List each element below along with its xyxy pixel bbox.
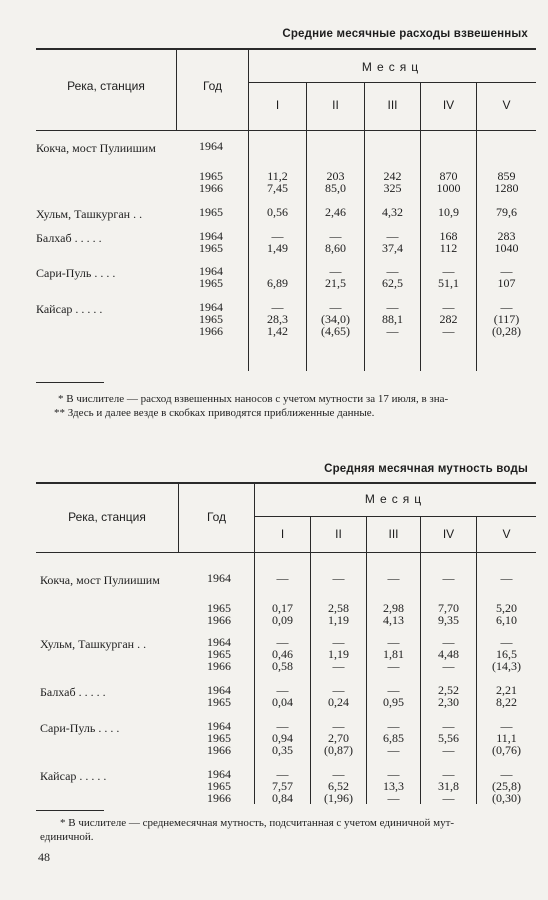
table1-month-rule	[248, 82, 536, 83]
table1-value-cell: 203	[326, 169, 345, 183]
table1-value-cell: 1,49	[267, 241, 288, 255]
table2-value-cell: —	[500, 767, 513, 781]
table1-value-cell: 107	[497, 276, 516, 290]
table2-value-cell: 6,10	[496, 613, 517, 627]
table1-value-cell: (34,0)	[321, 312, 350, 326]
table2-value-cell: —	[332, 683, 345, 697]
table2-value-cell: 0,24	[328, 695, 349, 709]
table2-value-cell: —	[332, 767, 345, 781]
table1-value-cell: 10,9	[438, 205, 459, 219]
table2-value-cell: 5,20	[496, 601, 517, 615]
table2-value-cell: —	[387, 659, 400, 673]
table2-value-cell: —	[442, 635, 455, 649]
table2-value-cell: —	[442, 743, 455, 757]
page-number: 48	[38, 850, 50, 864]
table2-value-cell: —	[442, 659, 455, 673]
table1-month-group-header: Месяц	[361, 60, 424, 74]
table2-value-cell: —	[500, 635, 513, 649]
table1-river-header: Река, станция	[67, 79, 145, 93]
table1-value-cell: —	[329, 264, 342, 278]
table1-month-header-1: I	[275, 98, 280, 112]
table1-value-cell: 51,1	[438, 276, 459, 290]
table2-year-cell: 1965	[207, 731, 231, 745]
table1-year-cell: 1965	[199, 169, 223, 183]
table1-year-header: Год	[202, 79, 223, 93]
table1-value-cell: —	[500, 264, 513, 278]
table1-value-cell: —	[442, 324, 455, 338]
table1-value-cell: —	[271, 229, 284, 243]
table2-year-cell: 1966	[207, 659, 231, 673]
table1-year-cell: 1964	[199, 229, 223, 243]
table2-footnote: * В числителе — среднемесячная мутность, подсчитанная с учетом единичной мут-	[60, 817, 455, 829]
table1-month-header-2: II	[332, 98, 339, 112]
table2-year-cell: 1965	[207, 779, 231, 793]
table2-value-cell: (25,8)	[492, 779, 521, 793]
table2-month-header-1: I	[280, 527, 285, 541]
table2-value-cell: 4,48	[438, 647, 459, 661]
table1-month-header-5: V	[502, 98, 511, 112]
table2-value-cell: 8,22	[496, 695, 517, 709]
table2-river-name: Балхаб . . . . .	[40, 685, 106, 699]
table1-value-cell: 283	[497, 229, 516, 243]
table2-value-cell: 4,13	[383, 613, 404, 627]
table1-value-cell: 282	[439, 312, 458, 326]
table1-year-cell: 1965	[199, 205, 223, 219]
table2-value-cell: (0,30)	[492, 791, 521, 805]
table2-value-cell: 0,35	[272, 743, 293, 757]
table2-year-cell: 1966	[207, 613, 231, 627]
table2-value-cell: 2,30	[438, 695, 459, 709]
table2-value-cell: 31,8	[438, 779, 459, 793]
table1-value-cell: 870	[439, 169, 458, 183]
table1-value-cell: —	[386, 264, 399, 278]
table1-title: Средние месячные расходы взвешенных	[282, 28, 528, 40]
table2-river-header: Река, станция	[68, 510, 146, 524]
table1-year-cell: 1965	[199, 276, 223, 290]
table2-top-rule	[36, 482, 536, 484]
table1-value-cell: (4,65)	[321, 324, 350, 338]
table2-value-cell: 13,3	[383, 779, 404, 793]
table2-value-cell: 0,94	[272, 731, 293, 745]
table2-header-rule	[36, 552, 536, 553]
table1-value-cell: 325	[383, 181, 402, 195]
table1-year-cell: 1964	[199, 139, 223, 153]
table2-value-cell: —	[332, 719, 345, 733]
table2-value-cell: (1,96)	[324, 791, 353, 805]
table1-month-header-3: III	[387, 98, 398, 112]
table2-value-cell: 6,85	[383, 731, 404, 745]
table2-value-cell: 9,35	[438, 613, 459, 627]
table2-month-header-2: II	[335, 527, 342, 541]
table2-value-cell: —	[500, 571, 513, 585]
table2-value-cell: (14,3)	[492, 659, 521, 673]
table1-value-cell: 1040	[494, 241, 519, 255]
table2-value-cell: 2,98	[383, 601, 404, 615]
table1-month-header-4: IV	[442, 98, 455, 112]
table1-river-name: Кокча, мост Пулиишим	[36, 141, 156, 155]
table2-value-cell: —	[276, 571, 289, 585]
table2-value-cell: 2,58	[328, 601, 349, 615]
table1-value-cell: —	[329, 300, 342, 314]
table2-value-cell: —	[387, 743, 400, 757]
table1-value-cell: 85,0	[325, 181, 346, 195]
table2-value-cell: 5,56	[438, 731, 459, 745]
table1-footnote-rule	[36, 382, 104, 383]
table1-footnote: ** Здесь и далее везде в скобках приводятся приближенные данные.	[54, 407, 375, 419]
table1-value-cell: —	[386, 324, 399, 338]
table1-river-name: Кайсар . . . . .	[36, 302, 103, 316]
table2-year-header: Год	[206, 510, 227, 524]
table1-value-cell: —	[386, 229, 399, 243]
table2-month-header-3: III	[388, 527, 399, 541]
table2-value-cell: —	[332, 635, 345, 649]
table2-value-cell: 1,19	[328, 647, 349, 661]
table2-value-cell: —	[442, 791, 455, 805]
table2-value-cell: 6,52	[328, 779, 349, 793]
table2-footnote: единичной.	[40, 831, 94, 843]
table1-year-cell: 1965	[199, 241, 223, 255]
table1-value-cell: 0,56	[267, 205, 288, 219]
table1-value-cell: —	[329, 229, 342, 243]
table1-value-cell: —	[442, 300, 455, 314]
table1-year-cell: 1966	[199, 324, 223, 338]
table2-value-cell: —	[276, 719, 289, 733]
table2-value-cell: —	[442, 719, 455, 733]
table2-month-header-4: IV	[442, 527, 455, 541]
table2-value-cell: —	[332, 571, 345, 585]
table1-value-cell: 21,5	[325, 276, 346, 290]
table2-month-header-5: V	[502, 527, 511, 541]
table1-value-cell: 8,60	[325, 241, 346, 255]
table1-value-cell: 112	[439, 241, 458, 255]
table2-value-cell: 0,58	[272, 659, 293, 673]
table2-value-cell: 2,52	[438, 683, 459, 697]
table2-year-cell: 1966	[207, 743, 231, 757]
table1-value-cell: (117)	[493, 312, 520, 326]
table1-river-name: Сари-Пуль . . . .	[36, 266, 116, 280]
table1-value-cell: 4,32	[382, 205, 403, 219]
table2-month-group-header: Месяц	[364, 492, 427, 506]
table2-year-cell: 1964	[207, 571, 231, 585]
table1-top-rule	[36, 48, 536, 50]
table2-value-cell: —	[500, 719, 513, 733]
table2-value-cell: 0,09	[272, 613, 293, 627]
table1-value-cell: 242	[383, 169, 402, 183]
table2-value-cell: —	[332, 659, 345, 673]
table2-value-cell: 7,70	[438, 601, 459, 615]
table2-river-name: Хульм, Ташкурган . .	[40, 637, 147, 651]
table1-value-cell: —	[442, 264, 455, 278]
table2-footnote-rule	[36, 810, 104, 811]
table1-value-cell: —	[386, 300, 399, 314]
table2-value-cell: 0,17	[272, 601, 293, 615]
table1-value-cell: —	[271, 300, 284, 314]
table2-value-cell: (0,87)	[324, 743, 353, 757]
table2-year-cell: 1964	[207, 767, 231, 781]
table2-year-cell: 1965	[207, 601, 231, 615]
table1-value-cell: 2,46	[325, 205, 346, 219]
table2-year-cell: 1964	[207, 719, 231, 733]
table2-month-rule	[254, 516, 536, 517]
table1-year-cell: 1965	[199, 312, 223, 326]
table1-value-cell: 11,2	[267, 169, 288, 183]
table2-title: Средняя месячная мутность воды	[324, 463, 528, 475]
table2-value-cell: —	[276, 635, 289, 649]
table2-value-cell: 16,5	[496, 647, 517, 661]
table2-value-cell: (0,76)	[492, 743, 521, 757]
table2-value-cell: 7,57	[272, 779, 293, 793]
table2-year-cell: 1966	[207, 791, 231, 805]
table2-value-cell: 0,84	[272, 791, 293, 805]
table1-value-cell: 7,45	[267, 181, 288, 195]
table1-value-cell: 1280	[494, 181, 519, 195]
table1-river-name: Хульм, Ташкурган . .	[36, 207, 143, 221]
table2-value-cell: 0,95	[383, 695, 404, 709]
table2-value-cell: —	[387, 767, 400, 781]
table2-value-cell: 2,70	[328, 731, 349, 745]
table2-value-cell: —	[276, 683, 289, 697]
table1-value-cell: 88,1	[382, 312, 403, 326]
table1-year-cell: 1964	[199, 264, 223, 278]
table2-year-cell: 1964	[207, 683, 231, 697]
table1-value-cell: 37,4	[382, 241, 403, 255]
table2-river-name: Сари-Пуль . . . .	[40, 721, 120, 735]
table1-year-cell: 1964	[199, 300, 223, 314]
table2-value-cell: —	[387, 635, 400, 649]
table1-value-cell: 62,5	[382, 276, 403, 290]
table2-value-cell: 2,21	[496, 683, 517, 697]
table1-value-cell: 79,6	[496, 205, 517, 219]
table2-value-cell: —	[442, 571, 455, 585]
table2-value-cell: —	[387, 719, 400, 733]
table2-value-cell: —	[387, 571, 400, 585]
table1-header-rule	[36, 130, 536, 131]
table2-value-cell: —	[442, 767, 455, 781]
table2-value-cell: —	[276, 767, 289, 781]
table2-year-cell: 1965	[207, 647, 231, 661]
table1-value-cell: —	[500, 300, 513, 314]
table1-value-cell: 1000	[436, 181, 461, 195]
table1-value-cell: 1,42	[267, 324, 288, 338]
table2-value-cell: 1,81	[383, 647, 404, 661]
table2-year-cell: 1965	[207, 695, 231, 709]
table2-value-cell: 0,04	[272, 695, 293, 709]
table1-value-cell: 168	[439, 229, 458, 243]
table2-value-cell: 11,1	[496, 731, 517, 745]
table1-footnote: * В числителе — расход взвешенных наносов с учетом мутности за 17 июля, в зна-	[58, 393, 449, 405]
table1-value-cell: (0,28)	[492, 324, 521, 338]
table2-value-cell: 1,19	[328, 613, 349, 627]
table2-value-cell: —	[387, 683, 400, 697]
table2-river-name: Кайсар . . . . .	[40, 769, 107, 783]
table1-value-cell: 6,89	[267, 276, 288, 290]
table1-value-cell: 859	[497, 169, 516, 183]
table2-value-cell: —	[387, 791, 400, 805]
table1-year-cell: 1966	[199, 181, 223, 195]
table2-river-name: Кокча, мост Пулиишим	[40, 573, 160, 587]
table2-value-cell: 0,46	[272, 647, 293, 661]
table1-value-cell: 28,3	[267, 312, 288, 326]
table2-year-cell: 1964	[207, 635, 231, 649]
table1-river-name: Балхаб . . . . .	[36, 231, 102, 245]
